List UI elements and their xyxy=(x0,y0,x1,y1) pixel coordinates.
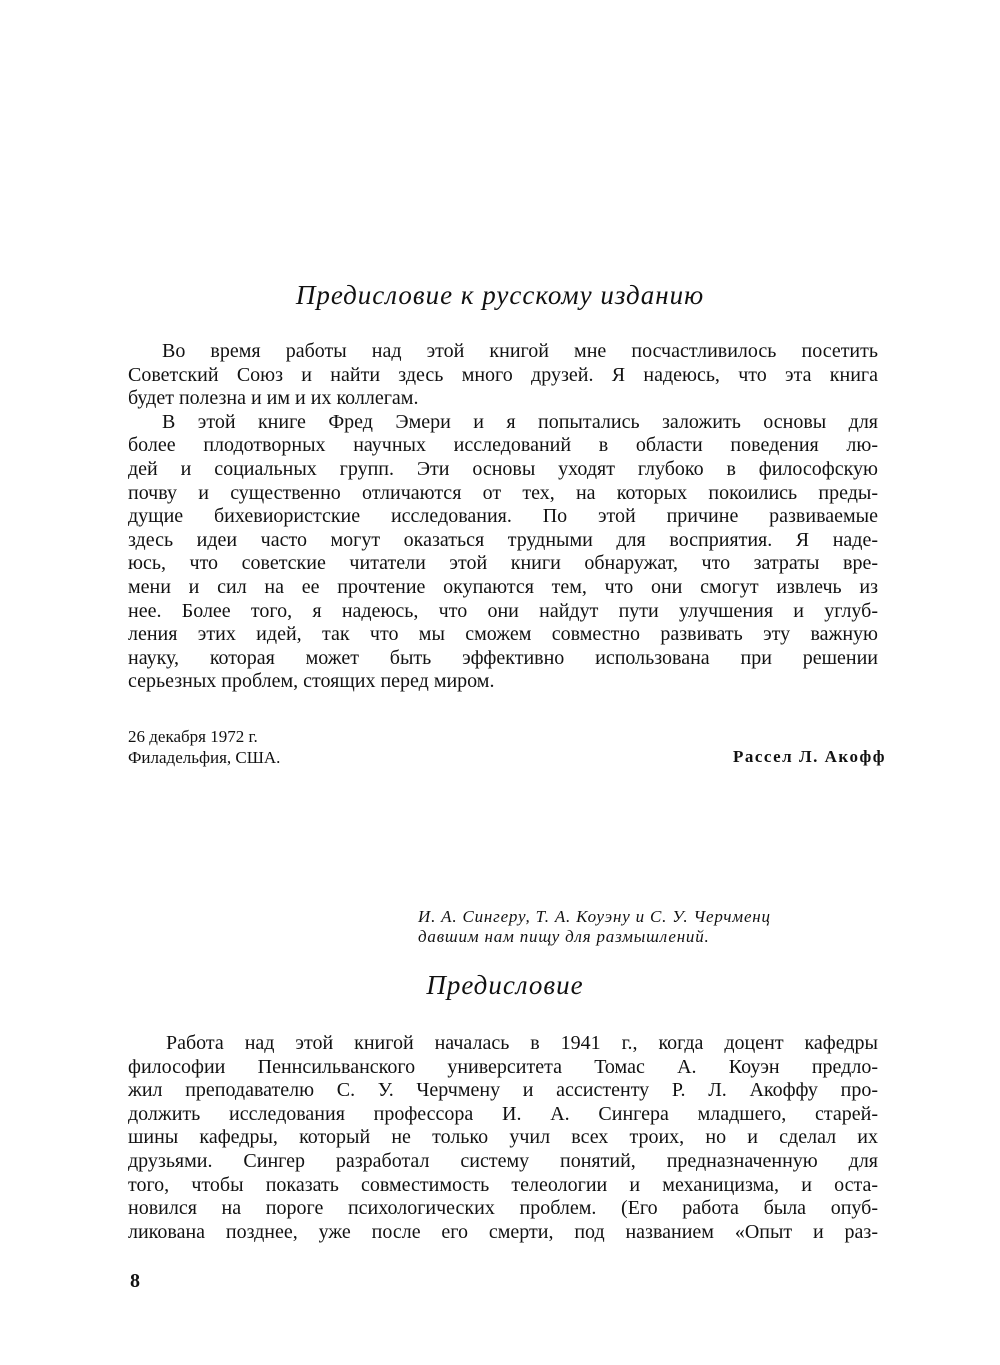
text-line: жил преподавателю С. У. Черчмену и ассистенту Р. Л. Акоффу про- xyxy=(128,1079,878,1102)
text-line: Советский Союз и найти здесь много друзей. Я надеюсь, что эта книга xyxy=(128,363,878,386)
text-line: дей и социальных групп. Эти основы уходят глубоко в философскую xyxy=(128,457,878,480)
text-line: серьезных проблем, стоящих перед миром. xyxy=(128,670,495,693)
preface-russian-text xyxy=(128,340,878,694)
author-signature: Рассел Л. Акофф xyxy=(732,747,886,766)
text-line: ления этих идей, так что мы сможем совместно развивать эту важную xyxy=(128,623,878,646)
text-line: того, чтобы показать совместимость телеологии и механицизма, и оста- xyxy=(128,1173,878,1196)
text-line: новился на пороге психологических проблем. (Его работа была опуб- xyxy=(128,1197,878,1220)
text-line: шины кафедры, который не только учил всех троих, но и сделал их xyxy=(128,1126,878,1149)
date-and-place xyxy=(128,726,280,768)
preface-russian-title: Предисловие к русскому изданию xyxy=(295,280,705,310)
text-line: должить исследования профессора И. А. Сингера младшего, старей- xyxy=(128,1102,878,1125)
text-line: юсь, что советские читатели этой книги обнаружат, что затраты вре- xyxy=(128,552,878,575)
text-line: Работа над этой книгой началась в 1941 г., когда доцент кафедры xyxy=(166,1032,878,1054)
text-line: более плодотворных научных исследований в области поведения лю- xyxy=(128,434,878,457)
text-line: В этой книге Фред Эмери и я попытались заложить основы для xyxy=(162,410,878,433)
text-line: науку, которая может быть эффективно использована при решении xyxy=(128,646,878,669)
text-line: дущие бихевиористские исследования. По этой причине развиваемые xyxy=(128,505,878,528)
preface-title: Предисловие xyxy=(426,970,584,1000)
preface-date: 26 декабря 1972 г. xyxy=(128,727,258,746)
dedication xyxy=(418,907,771,947)
preface-text xyxy=(128,1032,878,1244)
dedication-line: давшим нам пищу для размышлений. xyxy=(418,927,710,946)
page-number: 8 xyxy=(130,1270,140,1292)
text-line: друзьями. Сингер разработал систему понятий, предназначенную для xyxy=(128,1149,878,1172)
text-line: мени и сил на ее прочтение окупаются тем, что они смогут извлечь из xyxy=(128,575,878,598)
preface-place: Филадельфия, США. xyxy=(128,748,281,767)
text-line: будет полезна и им и их коллегам. xyxy=(128,387,419,410)
text-line: почву и существенно отличаются от тех, на которых покоились преды- xyxy=(128,481,878,504)
text-line: нее. Более того, я надеюсь, что они найдут пути улучшения и углуб- xyxy=(128,599,878,622)
text-line: философии Пеннсильванского университета Томас А. Коуэн предло- xyxy=(128,1055,878,1078)
dedication-line: И. А. Сингеру, Т. А. Коуэну и С. У. Черчменц xyxy=(418,907,771,926)
text-line: здесь идеи часто могут оказаться трудными для восприятия. Я наде- xyxy=(128,528,878,551)
text-line: ликована позднее, уже после его смерти, под названием «Опыт и раз- xyxy=(128,1220,878,1243)
text-line: Во время работы над этой книгой мне посчастливилось посетить xyxy=(162,340,878,362)
